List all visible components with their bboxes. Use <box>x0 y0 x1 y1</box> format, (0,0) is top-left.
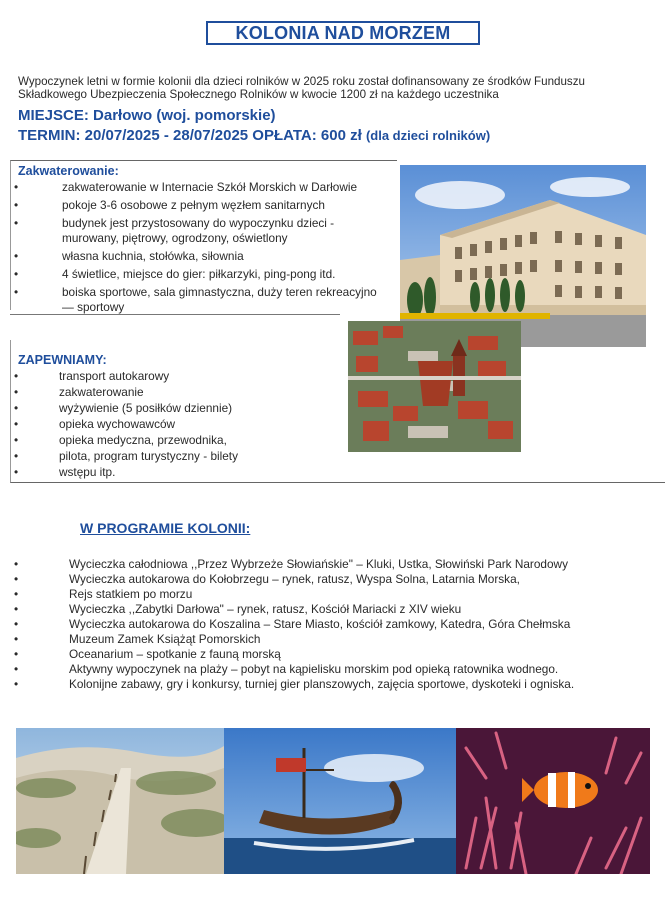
term-line <box>18 127 490 144</box>
bullet-icon: • <box>14 617 19 631</box>
place-line: MIEJSCE: Darłowo (woj. pomorskie) <box>18 107 276 124</box>
accommodation-list <box>14 180 386 318</box>
list-item: • opieka medyczna, przewodnika, <box>14 433 227 447</box>
term-note: (dla dzieci rolników) <box>365 128 491 143</box>
divider <box>350 482 665 483</box>
list-item: • zakwaterowanie w Internacie Szkół Morskich w Darłowie <box>14 180 358 194</box>
list-item: • Kolonijne zabawy, gry i konkursy, turniej gier planszowych, zajęcia sportowe, dyskoteki i ogniska. <box>14 677 575 691</box>
list-item: • Wycieczka autokarowa do Koszalina – Stare Miasto, kościół zamkowy, Katedra, Góra Chełmska <box>14 617 571 631</box>
bullet-icon: • <box>14 433 19 447</box>
bullet-icon: • <box>14 587 19 601</box>
list-item: • transport autokarowy <box>14 369 170 383</box>
accommodation-heading: Zakwaterowanie: <box>18 164 119 178</box>
list-item: • opieka wychowawców <box>14 417 176 431</box>
list-item: • pilota, program turystyczny - bilety <box>14 449 238 463</box>
intro-text: Wypoczynek letni w formie kolonii dla dzieci rolników w 2025 roku został dofinansowany ze środków Funduszu Składkowego Ubezpieczenia Społecznego Rolników w kwocie 1200 zł na każdego uczestnika <box>18 75 585 102</box>
viking-ship-photo <box>224 728 456 874</box>
bullet-icon: • <box>14 449 19 463</box>
bullet-icon: • <box>14 369 19 383</box>
provide-heading: ZAPEWNIAMY: <box>18 353 107 367</box>
list-item: • budynek jest przystosowany do wypoczynku dzieci - murowany, piętrowy, ogrodzony, oświetlony <box>14 216 335 245</box>
list-item: • Wycieczka ,,Zabytki Darłowa" – rynek, ratusz, Kościół Mariacki z XIV wieku <box>14 602 462 616</box>
bullet-icon: • <box>14 647 19 661</box>
bullet-icon: • <box>14 677 19 691</box>
list-item: • pokoje 3-6 osobowe z pełnym węzłem sanitarnych <box>14 198 325 212</box>
clownfish-photo <box>456 728 650 874</box>
list-item: • własna kuchnia, stołówka, siłownia <box>14 249 244 263</box>
provide-list <box>14 369 344 481</box>
bullet-icon: • <box>14 285 19 299</box>
list-item: • wyżywienie (5 posiłków dziennie) <box>14 401 233 415</box>
list-item: • 4 świetlice, miejsce do gier: piłkarzyki, ping-pong itd. <box>14 267 336 281</box>
list-item: • Oceanarium – spotkanie z fauną morską <box>14 647 281 661</box>
bullet-icon: • <box>14 632 19 646</box>
bullet-icon: • <box>14 572 19 586</box>
bullet-icon: • <box>14 465 19 479</box>
dunes-photo <box>16 728 224 874</box>
bullet-icon: • <box>14 267 19 281</box>
title-box <box>206 21 480 45</box>
list-item: • Aktywny wypoczynek na plaży – pobyt na kąpielisku morskim pod opieką ratownika wodnego. <box>14 662 559 676</box>
list-item: • Wycieczka autokarowa do Kołobrzegu – rynek, ratusz, Wyspa Solna, Latarnia Morska, <box>14 572 520 586</box>
bullet-icon: • <box>14 557 19 571</box>
list-item: • Wycieczka całodniowa ,,Przez Wybrzeże Słowiańskie" – Kluki, Ustka, Słowiński Park Narodowy <box>14 557 568 571</box>
bullet-icon: • <box>14 249 19 263</box>
bullet-icon: • <box>14 216 19 230</box>
list-item: • Rejs statkiem po morzu <box>14 587 193 601</box>
term-main: TERMIN: 20/07/2025 - 28/07/2025 OPŁATA: 600 zł <box>18 127 362 144</box>
list-item: • wstępu itp. <box>14 465 116 479</box>
bullet-icon: • <box>14 198 19 212</box>
town-aerial-photo <box>348 321 521 452</box>
bullet-icon: • <box>14 417 19 431</box>
bullet-icon: • <box>14 602 19 616</box>
program-heading: W PROGRAMIE KOLONII: <box>80 520 251 536</box>
bullet-icon: • <box>14 180 19 194</box>
list-item: • boiska sportowe, sala gimnastyczna, duży teren rekreacyjno — sportowy <box>14 285 377 314</box>
building-photo <box>400 165 646 347</box>
bullet-icon: • <box>14 401 19 415</box>
bullet-icon: • <box>14 385 19 399</box>
bullet-icon: • <box>14 662 19 676</box>
list-item: • zakwaterowanie <box>14 385 144 399</box>
page-title: KOLONIA NAD MORZEM <box>235 22 451 43</box>
program-list <box>14 557 654 692</box>
list-item: • Muzeum Zamek Książąt Pomorskich <box>14 632 261 646</box>
